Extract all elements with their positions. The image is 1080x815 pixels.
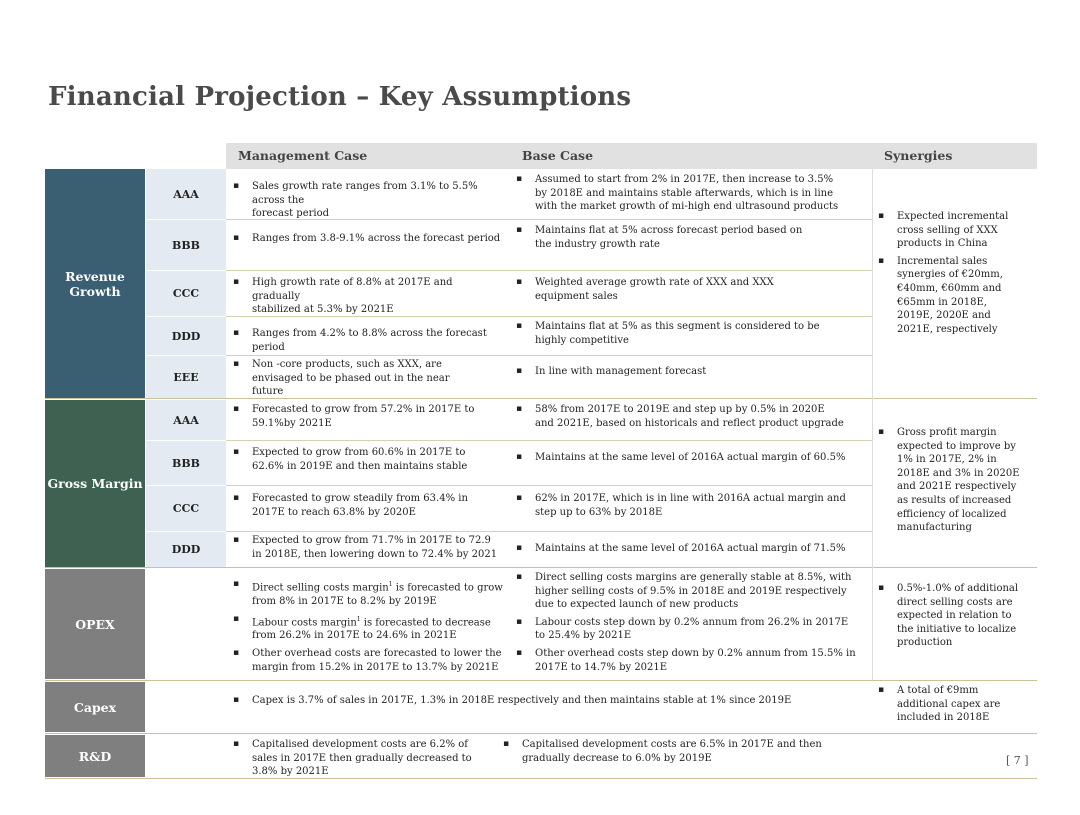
section-label: OPEX	[75, 616, 115, 632]
sub-label-revenue-eee: EEE	[146, 356, 226, 398]
section-revenue-growth	[45, 169, 145, 398]
section-label: Revenue Growth	[65, 268, 125, 299]
revenue-ccc-base: ▪ Weighted average growth rate of XXX and XXX equipment sales	[516, 276, 791, 303]
revenue-aaa-management: ▪ Sales growth rate ranges from 3.1% to 5.5% across the forecast period	[233, 180, 508, 221]
sub-label-gross-ccc: CCC	[146, 486, 226, 531]
sub-label-gross-aaa: AAA	[146, 400, 226, 440]
opex-management: ▪ Direct selling costs margin$^1$ is forecasted to grow from 8% in 2017E to 8.2% by 2019E ▪ Labour costs margin$^1$ is forecasted to decrease from 26.2% in 2017E to 24.6% in 2021E ▪ Other overhead costs are forecasted to lower the margin from 15.2% in 2017E to 13.7% by 2021E	[233, 578, 503, 674]
rd-base: ▪ Capitalised development costs are 6.5% in 2017E and then gradually decrease to 6.0% by 2019E	[503, 738, 823, 765]
column-divider	[872, 169, 873, 680]
header-synergies: Synergies	[884, 148, 953, 163]
sub-label-revenue-ccc: CCC	[146, 271, 226, 316]
header-base-case: Base Case	[522, 148, 594, 163]
revenue-ccc-management: ▪ High growth rate of 8.8% at 2017E and gradually stabilized at 5.3% by 2021E	[233, 276, 478, 317]
section-gross-margin	[45, 400, 145, 567]
page-title: Financial Projection – Key Assumptions	[48, 82, 632, 112]
column-header-bar	[226, 143, 1037, 169]
section-divider	[45, 398, 1037, 399]
sub-label-revenue-bbb: BBB	[146, 220, 226, 270]
row-divider	[226, 440, 872, 441]
sub-label-opex-blank	[146, 569, 226, 679]
section-rd	[45, 735, 145, 777]
revenue-aaa-base: ▪ Assumed to start from 2% in 2017E, then increase to 3.5% by 2018E and maintains stable afterwards, which is in line with the market growth of mi-high end ultrasound products	[516, 173, 846, 214]
section-label: R&D	[78, 748, 112, 764]
header-management-case: Management Case	[238, 148, 368, 163]
rd-management: ▪ Capitalised development costs are 6.2% of sales in 2017E then gradually decreased to 3.8% by 2021E	[233, 738, 478, 779]
section-capex	[45, 682, 145, 732]
gross-aaa-management: ▪ Forecasted to grow from 57.2% in 2017E to 59.1%by 2021E	[233, 403, 483, 430]
revenue-eee-management: ▪ Non -core products, such as XXX, are envisaged to be phased out in the near future	[233, 358, 463, 399]
revenue-eee-base: ▪ In line with management forecast	[516, 365, 821, 379]
section-label: Gross Margin	[47, 476, 143, 491]
sub-label-gross-ddd: DDD	[146, 532, 226, 567]
section-opex	[45, 569, 145, 679]
section-label: Capex	[73, 699, 117, 715]
revenue-bbb-base: ▪ Maintains flat at 5% across forecast period based on the industry growth rate	[516, 224, 821, 251]
opex-synergies: ▪ 0.5%-1.0% of additional direct selling costs are expected in relation to the initiative to localize production	[878, 582, 1023, 650]
gross-ccc-base: ▪ 62% in 2017E, which is in line with 2016A actual margin and step up to 63% by 2018E	[516, 492, 866, 519]
sub-label-revenue-aaa: AAA	[146, 169, 226, 219]
revenue-bbb-management: ▪ Ranges from 3.8-9.1% across the forecast period	[233, 232, 508, 246]
sub-label-rd-blank	[146, 735, 226, 777]
row-divider	[226, 485, 872, 486]
row-divider	[226, 355, 872, 356]
gross-bbb-management: ▪ Expected to grow from 60.6% in 2017E to 62.6% in 2019E and then maintains stable	[233, 446, 483, 473]
revenue-synergies: ▪ Expected incremental cross selling of XXX products in China ▪ Incremental sales synergies of €20mm, €40mm, €60mm and €65mm in 2018E, 2019E, 2020E and 2021E, respectively	[878, 210, 1023, 336]
gross-ccc-management: ▪ Forecasted to grow steadily from 63.4% in 2017E to reach 63.8% by 2020E	[233, 492, 483, 519]
sub-label-capex-blank	[146, 682, 226, 732]
gross-bbb-base: ▪ Maintains at the same level of 2016A actual margin of 60.5%	[516, 451, 856, 465]
section-divider	[45, 680, 1037, 681]
gross-ddd-base: ▪ Maintains at the same level of 2016A actual margin of 71.5%	[516, 542, 856, 556]
section-divider	[45, 733, 1037, 734]
row-divider	[226, 531, 872, 532]
gross-synergies: ▪ Gross profit margin expected to improve by 1% in 2017E, 2% in 2018E and 3% in 2020E and 2021E respectively as results of increased efficiency of localized manufacturing	[878, 426, 1023, 535]
sub-label-gross-bbb: BBB	[146, 441, 226, 485]
gross-aaa-base: ▪ 58% from 2017E to 2019E and step up by 0.5% in 2020E and 2021E, based on historicals and reflect product upgrade	[516, 403, 846, 430]
page-number: [ 7 ]	[1006, 754, 1029, 767]
revenue-ddd-management: ▪ Ranges from 4.2% to 8.8% across the forecast period	[233, 327, 488, 354]
sub-label-revenue-ddd: DDD	[146, 317, 226, 355]
capex-text: ▪ Capex is 3.7% of sales in 2017E, 1.3% in 2018E respectively and then maintains stable at 1% since 2019E	[233, 694, 853, 708]
gross-ddd-management: ▪ Expected to grow from 71.7% in 2017E to 72.9 in 2018E, then lowering down to 72.4% by 2021	[233, 534, 503, 561]
revenue-ddd-base: ▪ Maintains flat at 5% as this segment is considered to be highly competitive	[516, 320, 821, 347]
table-bottom-rule	[45, 778, 1037, 779]
opex-base: ▪ Direct selling costs margins are generally stable at 8.5%, with higher selling costs of 9.5% in 2018E and 2019E respectively due to expected launch of new products ▪ Labour costs step down by 0.2% annum from 26.2% in 2017E to 25.4% by 2021E ▪ Other overhead costs step down by 0.2% annum from 15.5% in 2017E to 14.7% by 2021E	[516, 571, 861, 674]
row-divider	[226, 270, 872, 271]
capex-synergies: ▪ A total of €9mm additional capex are included in 2018E	[878, 684, 1013, 725]
section-divider	[45, 567, 1037, 568]
